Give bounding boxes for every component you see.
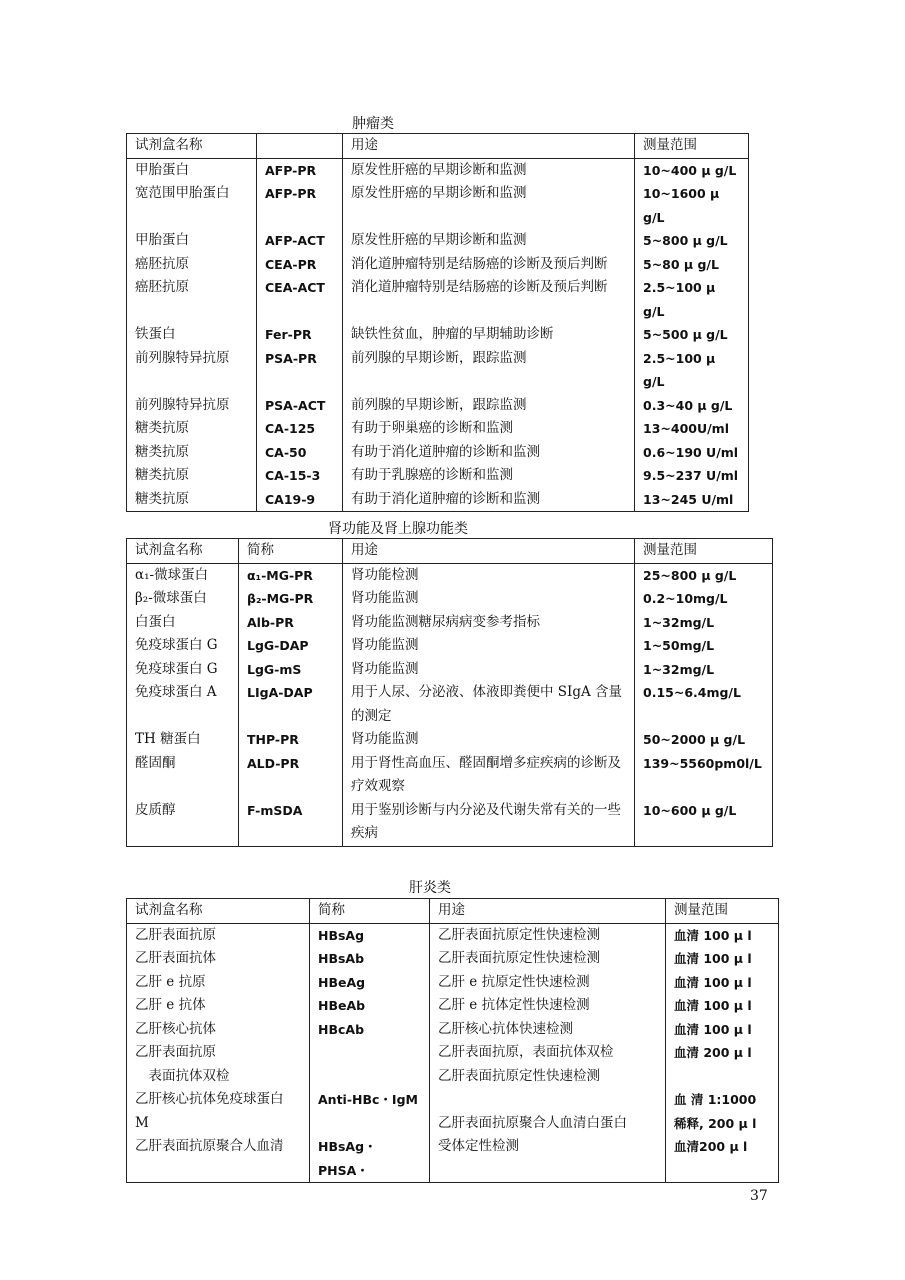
cell-range: 血清200 μ l xyxy=(666,1135,779,1183)
cell-abbr: ALD-PR xyxy=(239,752,343,799)
kidney-section-title: 肾功能及肾上腺功能类 xyxy=(328,521,468,537)
cell-range: 1~50mg/L xyxy=(635,634,773,658)
cell-range: 2.5~100 μ g/L xyxy=(635,276,749,323)
table-header-row xyxy=(127,539,773,564)
cell-range: 1~32mg/L xyxy=(635,658,773,682)
cell-usage: 肾功能监测 xyxy=(343,728,635,752)
cell-kit-name: 糖类抗原 xyxy=(127,488,257,512)
cell-kit-name: β₂-微球蛋白 xyxy=(127,587,239,611)
header-abbr: 简称 xyxy=(239,539,343,564)
cell-usage: 乙肝 e 抗体定性快速检测 xyxy=(430,994,666,1018)
cell-range: 0.15~6.4mg/L xyxy=(635,681,773,728)
cell-abbr: CEA-PR xyxy=(257,253,343,277)
cell-abbr: CA-15-3 xyxy=(257,464,343,488)
cell-abbr: β₂-MG-PR xyxy=(239,587,343,611)
table-row xyxy=(127,158,749,182)
cell-kit-name: 乙肝表面抗原聚合人血清 xyxy=(127,1135,310,1183)
cell-range: 10~600 μ g/L xyxy=(635,799,773,847)
cell-kit-name: 表面抗体双检 xyxy=(127,1065,310,1089)
cell-abbr: Anti-HBc・IgM xyxy=(310,1088,430,1112)
table-row xyxy=(127,1041,779,1065)
cell-abbr: CEA-ACT xyxy=(257,276,343,323)
table-row xyxy=(127,1088,779,1112)
cell-abbr: HBeAb xyxy=(310,994,430,1018)
hepatitis-section-title: 肝炎类 xyxy=(409,880,451,896)
cell-abbr: LgG-DAP xyxy=(239,634,343,658)
page-number: 37 xyxy=(750,1188,768,1204)
cell-usage xyxy=(430,1088,666,1112)
cell-range: 血 清 1:1000 xyxy=(666,1088,779,1112)
table-row xyxy=(127,323,749,347)
cell-usage: 乙肝核心抗体快速检测 xyxy=(430,1018,666,1042)
cell-abbr: HBsAg xyxy=(310,923,430,947)
cell-range: 9.5~237 U/ml xyxy=(635,464,749,488)
cell-kit-name: 免疫球蛋白 A xyxy=(127,681,239,728)
table-row xyxy=(127,347,749,394)
cell-kit-name: 甲胎蛋白 xyxy=(127,158,257,182)
cell-usage: 乙肝表面抗原定性快速检测 xyxy=(430,923,666,947)
cell-range: 50~2000 μ g/L xyxy=(635,728,773,752)
cell-usage: 前列腺的早期诊断，跟踪监测 xyxy=(343,394,635,418)
header-usage: 用途 xyxy=(430,899,666,924)
cell-range: 血清 200 μ l xyxy=(666,1041,779,1065)
table-row xyxy=(127,971,779,995)
cell-range: 0.2~10mg/L xyxy=(635,587,773,611)
table-row xyxy=(127,799,773,847)
table-row xyxy=(127,611,773,635)
cell-range: 10~1600 μ g/L xyxy=(635,182,749,229)
table-row xyxy=(127,994,779,1018)
cell-abbr xyxy=(310,1112,430,1136)
cell-range: 血清 100 μ l xyxy=(666,923,779,947)
cell-range: 稀释, 200 μ l xyxy=(666,1112,779,1136)
cell-abbr: CA19-9 xyxy=(257,488,343,512)
table-row xyxy=(127,1065,779,1089)
cell-usage: 有助于消化道肿瘤的诊断和监测 xyxy=(343,441,635,465)
table-row xyxy=(127,488,749,512)
cell-abbr: PSA-ACT xyxy=(257,394,343,418)
table-row xyxy=(127,923,779,947)
cell-usage: 用于肾性高血压、醛固酮增多症疾病的诊断及疗效观察 xyxy=(343,752,635,799)
cell-range: 0.3~40 μ g/L xyxy=(635,394,749,418)
cell-kit-name: 乙肝 e 抗体 xyxy=(127,994,310,1018)
table-row xyxy=(127,394,749,418)
cell-kit-name: 免疫球蛋白 G xyxy=(127,634,239,658)
cell-kit-name: 糖类抗原 xyxy=(127,441,257,465)
table-header-row xyxy=(127,134,749,159)
cell-abbr xyxy=(310,1041,430,1065)
cell-usage: 消化道肿瘤特别是结肠癌的诊断及预后判断 xyxy=(343,253,635,277)
cell-kit-name: 甲胎蛋白 xyxy=(127,229,257,253)
cell-kit-name: 糖类抗原 xyxy=(127,464,257,488)
table-row xyxy=(127,752,773,799)
cell-abbr: CA-125 xyxy=(257,417,343,441)
table-row xyxy=(127,253,749,277)
header-abbr xyxy=(257,134,343,159)
cell-range: 血清 100 μ l xyxy=(666,947,779,971)
cell-usage: 受体定性检测 xyxy=(430,1135,666,1183)
cell-usage: 用于人尿、分泌液、体液即粪便中 SIgA 含量的测定 xyxy=(343,681,635,728)
cell-kit-name: 乙肝核心抗体 xyxy=(127,1018,310,1042)
cell-abbr: AFP-PR xyxy=(257,182,343,229)
cell-kit-name: 癌胚抗原 xyxy=(127,276,257,323)
table-row xyxy=(127,681,773,728)
cell-kit-name: 癌胚抗原 xyxy=(127,253,257,277)
cell-abbr xyxy=(310,1065,430,1089)
cell-range: 5~500 μ g/L xyxy=(635,323,749,347)
cell-range: 血清 100 μ l xyxy=(666,971,779,995)
table-row xyxy=(127,1135,779,1183)
cell-kit-name: M xyxy=(127,1112,310,1136)
cell-abbr: THP-PR xyxy=(239,728,343,752)
cell-abbr: AFP-PR xyxy=(257,158,343,182)
cell-range: 10~400 μ g/L xyxy=(635,158,749,182)
header-usage: 用途 xyxy=(343,539,635,564)
cell-kit-name: 白蛋白 xyxy=(127,611,239,635)
header-abbr: 简称 xyxy=(310,899,430,924)
cell-abbr: α₁-MG-PR xyxy=(239,563,343,587)
header-range: 测量范围 xyxy=(635,539,773,564)
cell-range: 5~800 μ g/L xyxy=(635,229,749,253)
table-row xyxy=(127,1112,779,1136)
cell-kit-name: 免疫球蛋白 G xyxy=(127,658,239,682)
cell-kit-name: 乙肝表面抗原 xyxy=(127,1041,310,1065)
cell-kit-name: 前列腺特异抗原 xyxy=(127,394,257,418)
table-row xyxy=(127,417,749,441)
cell-kit-name: 乙肝核心抗体免疫球蛋白 xyxy=(127,1088,310,1112)
header-kit-name: 试剂盒名称 xyxy=(127,899,310,924)
table-row xyxy=(127,658,773,682)
cell-kit-name: TH 糖蛋白 xyxy=(127,728,239,752)
cell-usage: 原发性肝癌的早期诊断和监测 xyxy=(343,229,635,253)
cell-range: 25~800 μ g/L xyxy=(635,563,773,587)
header-range: 测量范围 xyxy=(666,899,779,924)
cell-usage: 原发性肝癌的早期诊断和监测 xyxy=(343,158,635,182)
cell-abbr: CA-50 xyxy=(257,441,343,465)
header-range: 测量范围 xyxy=(635,134,749,159)
cell-usage: 有助于消化道肿瘤的诊断和监测 xyxy=(343,488,635,512)
cell-kit-name: 糖类抗原 xyxy=(127,417,257,441)
cell-kit-name: 乙肝表面抗原 xyxy=(127,923,310,947)
header-kit-name: 试剂盒名称 xyxy=(127,134,257,159)
cell-abbr: HBeAg xyxy=(310,971,430,995)
cell-usage: 缺铁性贫血，肿瘤的早期辅助诊断 xyxy=(343,323,635,347)
cell-range: 2.5~100 μ g/L xyxy=(635,347,749,394)
cell-usage: 乙肝表面抗原聚合人血清白蛋白 xyxy=(430,1112,666,1136)
cell-range: 13~245 U/ml xyxy=(635,488,749,512)
cell-abbr: HBcAb xyxy=(310,1018,430,1042)
table-row xyxy=(127,634,773,658)
cell-range: 13~400U/ml xyxy=(635,417,749,441)
cell-usage: 原发性肝癌的早期诊断和监测 xyxy=(343,182,635,229)
cell-usage: 肾功能监测 xyxy=(343,587,635,611)
cell-range: 血清 100 μ l xyxy=(666,994,779,1018)
cell-usage: 肾功能监测糖尿病病变参考指标 xyxy=(343,611,635,635)
cell-kit-name: 乙肝表面抗体 xyxy=(127,947,310,971)
table-row xyxy=(127,182,749,229)
header-kit-name: 试剂盒名称 xyxy=(127,539,239,564)
header-usage: 用途 xyxy=(343,134,635,159)
cell-kit-name: 铁蛋白 xyxy=(127,323,257,347)
cell-usage: 有助于乳腺癌的诊断和监测 xyxy=(343,464,635,488)
cell-usage: 前列腺的早期诊断，跟踪监测 xyxy=(343,347,635,394)
cell-kit-name: 皮质醇 xyxy=(127,799,239,847)
cell-usage: 肾功能检测 xyxy=(343,563,635,587)
table-header-row xyxy=(127,899,779,924)
cell-range: 5~80 μ g/L xyxy=(635,253,749,277)
cell-usage: 乙肝表面抗原定性快速检测 xyxy=(430,947,666,971)
cell-usage: 肾功能监测 xyxy=(343,658,635,682)
tumor-section-title: 肿瘤类 xyxy=(352,116,394,132)
cell-abbr: Alb-PR xyxy=(239,611,343,635)
tumor-table xyxy=(126,133,749,512)
hepatitis-table xyxy=(126,898,779,1183)
cell-abbr: F-mSDA xyxy=(239,799,343,847)
cell-kit-name: 乙肝 e 抗原 xyxy=(127,971,310,995)
cell-range: 0.6~190 U/ml xyxy=(635,441,749,465)
cell-usage: 有助于卵巢癌的诊断和监测 xyxy=(343,417,635,441)
table-row xyxy=(127,947,779,971)
cell-kit-name: 宽范围甲胎蛋白 xyxy=(127,182,257,229)
cell-kit-name: 醛固酮 xyxy=(127,752,239,799)
table-row xyxy=(127,276,749,323)
cell-range xyxy=(666,1065,779,1089)
cell-range: 血清 100 μ l xyxy=(666,1018,779,1042)
cell-usage: 用于鉴别诊断与内分泌及代谢失常有关的一些疾病 xyxy=(343,799,635,847)
cell-kit-name: α₁-微球蛋白 xyxy=(127,563,239,587)
cell-abbr: LIgA-DAP xyxy=(239,681,343,728)
cell-usage: 乙肝表面抗原，表面抗体双检 xyxy=(430,1041,666,1065)
table-row xyxy=(127,1018,779,1042)
table-row xyxy=(127,728,773,752)
table-row xyxy=(127,464,749,488)
cell-abbr: HBsAb xyxy=(310,947,430,971)
cell-usage: 乙肝表面抗原定性快速检测 xyxy=(430,1065,666,1089)
cell-abbr: LgG-mS xyxy=(239,658,343,682)
table-row xyxy=(127,441,749,465)
kidney-table xyxy=(126,538,773,847)
table-row xyxy=(127,563,773,587)
cell-abbr: PSA-PR xyxy=(257,347,343,394)
cell-abbr: HBsAg・PHSA・ xyxy=(310,1135,430,1183)
table-row xyxy=(127,229,749,253)
cell-range: 1~32mg/L xyxy=(635,611,773,635)
cell-usage: 乙肝 e 抗原定性快速检测 xyxy=(430,971,666,995)
table-row xyxy=(127,587,773,611)
cell-usage: 肾功能监测 xyxy=(343,634,635,658)
cell-usage: 消化道肿瘤特别是结肠癌的诊断及预后判断 xyxy=(343,276,635,323)
cell-kit-name: 前列腺特异抗原 xyxy=(127,347,257,394)
cell-abbr: AFP-ACT xyxy=(257,229,343,253)
cell-abbr: Fer-PR xyxy=(257,323,343,347)
cell-range: 139~5560pm0l/L xyxy=(635,752,773,799)
